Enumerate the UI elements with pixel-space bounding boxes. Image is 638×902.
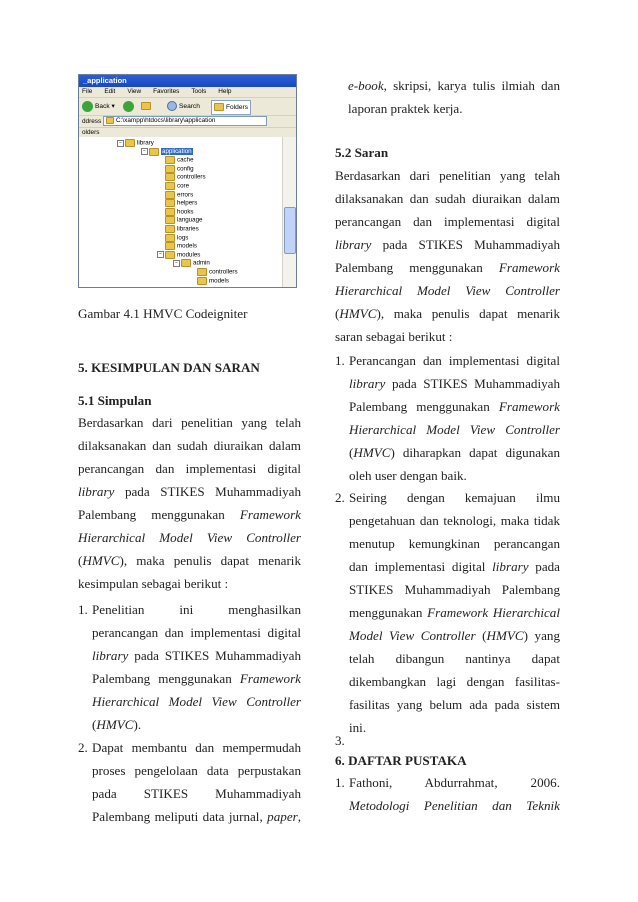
- folder-icon: [165, 156, 175, 164]
- address-input[interactable]: C:\xampp\htdocs\library\application: [103, 116, 267, 126]
- simpulan-paragraph: Berdasarkan dari penelitian yang telah dilaksanakan dan sudah diuraikan dalam perancangan dan implementasi digital library pada STIKES Muhammadiyah Palembang menggunakan Framework Hierarchical Model View Controller (HMVC), maka penulis dapat menarik kesimpulan sebagai berikut :: [78, 415, 301, 591]
- folder-icon: [165, 242, 175, 250]
- tree-item[interactable]: models: [165, 242, 197, 251]
- menu-bar: [79, 87, 296, 97]
- tree-item[interactable]: libraries: [165, 225, 199, 234]
- tree-scrollbar[interactable]: [282, 137, 296, 287]
- section-5-2-heading: 5.2 Saran: [335, 145, 389, 160]
- folder-icon: [165, 225, 175, 233]
- search-button[interactable]: Search: [167, 100, 200, 113]
- list-number: 3.: [335, 733, 345, 748]
- saran-item-2: Seiring dengan kemajuan ilmu pengetahuan dan teknologi, maka tidak menutup kemungkinan perancangan dan implementasi digital library pada STIKES Muhammadiyah Palembang menggunakan Framework Hierarchical Model View Controller (HMVC) yang telah dibangun nantinya dapat dikembangkan lagi dengan fasilitas- fasilitas yang belum ada pada sistem ini.: [349, 490, 560, 735]
- back-arrow-icon: [82, 101, 93, 112]
- list-number: 2.: [78, 740, 88, 755]
- folder-icon: [165, 234, 175, 242]
- address-folder-icon: [106, 117, 114, 124]
- section-6-heading: 6. DAFTAR PUSTAKA: [335, 753, 467, 768]
- tree-item[interactable]: − modules: [157, 251, 200, 260]
- back-button[interactable]: Back ▾: [82, 100, 115, 113]
- tree-item[interactable]: cache: [165, 156, 194, 165]
- folder-icon: [149, 148, 159, 156]
- saran-paragraph: Berdasarkan dari penelitian yang telah dilaksanakan dan sudah diuraikan dalam perancangan dan implementasi digital library pada STIKES Muhammadiyah Palembang menggunakan Framework Hierarchical Model View Controller (HMVC), maka penulis dapat menarik saran sebagai berikut :: [335, 168, 560, 344]
- continued-text: e-book, skripsi, karya tulis ilmiah dan laporan praktek kerja.: [348, 78, 560, 116]
- tree-item[interactable]: controllers: [165, 173, 206, 182]
- toolbar: [79, 97, 296, 115]
- folder-icon: [181, 259, 191, 267]
- folder-icon: [197, 277, 207, 285]
- folder-icon: [165, 208, 175, 216]
- folder-icon: [165, 251, 175, 259]
- folders-button[interactable]: Folders: [211, 100, 251, 115]
- tree-item[interactable]: errors: [165, 191, 193, 200]
- tree-item[interactable]: hooks: [165, 208, 194, 217]
- up-folder-button[interactable]: [141, 100, 153, 113]
- section-5-1-heading: 5.1 Simpulan: [78, 393, 152, 408]
- folder-icon: [197, 268, 207, 276]
- address-bar: [79, 115, 296, 127]
- folder-icon: [165, 199, 175, 207]
- tree-item[interactable]: logs: [165, 234, 188, 243]
- folder-icon: [165, 191, 175, 199]
- tree-item[interactable]: language: [165, 216, 202, 225]
- folder-icon: [165, 216, 175, 224]
- menu-edit[interactable]: Edit: [104, 88, 116, 95]
- search-icon: [167, 101, 177, 111]
- folder-tree: [79, 137, 282, 287]
- tree-item[interactable]: core: [165, 182, 189, 191]
- list-number: 2.: [335, 490, 345, 505]
- up-folder-icon: [141, 102, 151, 110]
- tree-item[interactable]: helpers: [165, 199, 197, 208]
- menu-file[interactable]: File: [82, 88, 93, 95]
- tree-item[interactable]: controllers: [197, 268, 238, 277]
- simpulan-item-1: Penelitian ini menghasilkan perancangan dan implementasi digital library pada STIKES Muhammadiyah Palembang menggunakan Framework Hierarchical Model View Controller (HMVC).: [92, 602, 301, 732]
- tree-item[interactable]: models: [197, 277, 229, 286]
- collapse-icon: −: [157, 251, 164, 258]
- folder-icon: [165, 173, 175, 181]
- folder-icon: [165, 165, 175, 173]
- folders-icon: [214, 103, 224, 111]
- menu-help[interactable]: Help: [218, 88, 232, 95]
- menu-tools[interactable]: Tools: [191, 88, 207, 95]
- address-label: ddress: [82, 118, 102, 125]
- tree-item[interactable]: − library: [117, 139, 154, 148]
- tree-item-selected[interactable]: − application: [141, 148, 193, 157]
- folder-icon: [165, 182, 175, 190]
- collapse-icon: −: [173, 260, 180, 267]
- reference-1: Fathoni, Abdurrahmat, 2006. Metodologi Penelitian dan Teknik: [349, 775, 560, 813]
- folders-pane-header: olders: [79, 127, 296, 137]
- section-5-heading: 5. KESIMPULAN DAN SARAN: [78, 360, 260, 375]
- menu-favorites[interactable]: Favorites: [153, 88, 180, 95]
- menu-view[interactable]: View: [127, 88, 142, 95]
- figure-caption: Gambar 4.1 HMVC Codeigniter: [78, 306, 248, 321]
- list-number: 1.: [335, 775, 345, 790]
- figure-screenshot: [78, 74, 297, 288]
- collapse-icon: −: [117, 140, 124, 147]
- list-number: 1.: [78, 602, 88, 617]
- folder-icon: [125, 139, 135, 147]
- list-number: 1.: [335, 353, 345, 368]
- collapse-icon: −: [141, 148, 148, 155]
- window-title: _application: [79, 75, 296, 87]
- tree-item[interactable]: − admin: [173, 259, 210, 268]
- scrollbar-thumb[interactable]: [284, 207, 296, 254]
- tree-item[interactable]: config: [165, 165, 194, 174]
- forward-button[interactable]: [123, 100, 136, 113]
- forward-arrow-icon: [123, 101, 134, 112]
- saran-item-1: Perancangan dan implementasi digital library pada STIKES Muhammadiyah Palembang menggunakan Framework Hierarchical Model View Controller (HMVC) diharapkan dapat digunakan oleh user dengan baik.: [349, 353, 560, 483]
- simpulan-item-2: Dapat membantu dan mempermudah proses pengelolaan data perpustakan pada STIKES Muhammadiyah Palembang meliputi data jurnal, paper,: [92, 740, 302, 824]
